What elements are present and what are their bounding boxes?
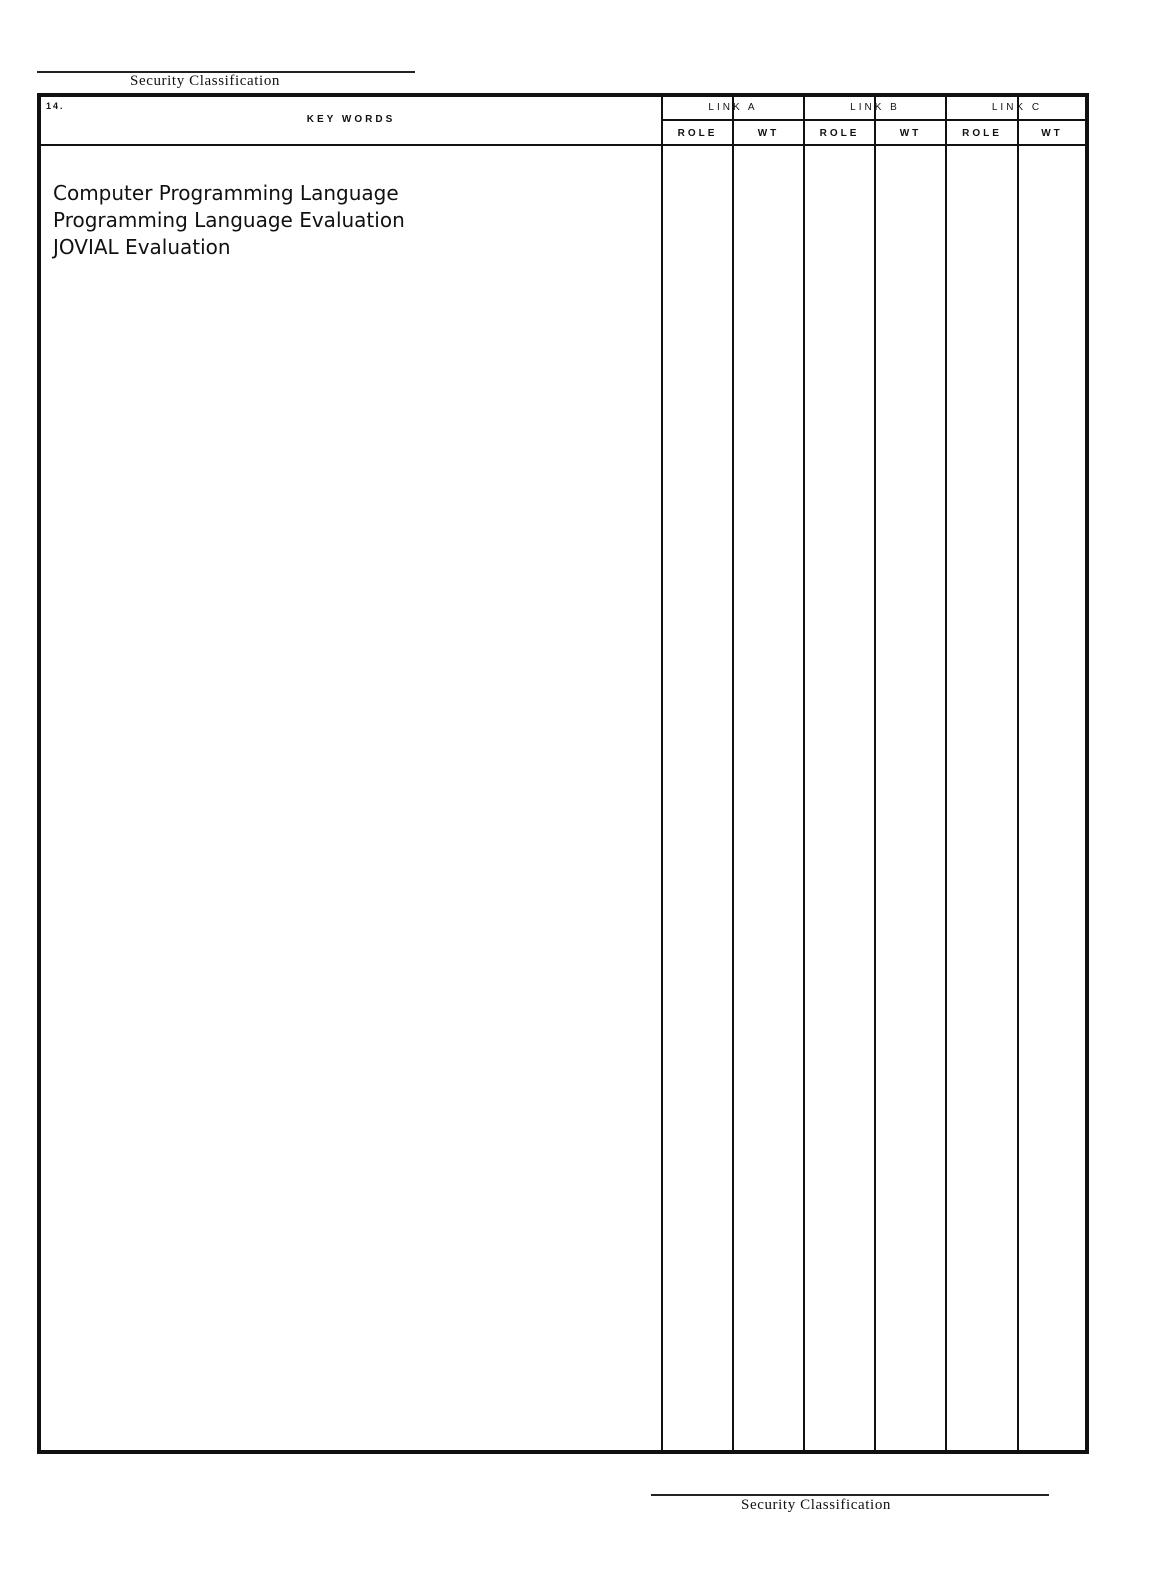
column-divider-link-b-mid [874,97,876,1450]
link-a-role-header: ROLE [677,128,718,139]
security-classification-top-label: Security Classification [130,73,281,89]
item-number: 14. [46,101,65,111]
link-header-rule [661,119,1085,121]
keyword-item: Programming Language Evaluation [53,208,405,232]
column-divider-link-c-mid [1017,97,1019,1450]
link-a-wt-header: WT [757,128,780,139]
link-c-wt-header: WT [1041,128,1063,139]
key-words-header: KEY WORDS [306,114,396,125]
column-divider-keywords [661,97,663,1450]
security-classification-bottom-label: Security Classification [741,1497,892,1513]
keyword-item: JOVIAL Evaluation [53,235,231,259]
link-b-role-header: ROLE [819,128,860,139]
link-c-header: LINK C [991,102,1043,113]
column-divider-link-a-b [803,97,805,1450]
security-classification-bottom-rule [651,1494,1049,1496]
header-bottom-rule [41,144,1085,146]
link-c-role-header: ROLE [962,128,1002,139]
link-b-wt-header: WT [899,128,922,139]
column-divider-link-b-c [945,97,947,1450]
link-a-header: LINK A [708,102,758,113]
keyword-item: Computer Programming Language [53,181,399,205]
column-divider-link-a-mid [732,97,734,1450]
link-b-header: LINK B [850,102,900,113]
key-words-form [37,93,1089,1454]
keyword-list [53,180,405,261]
